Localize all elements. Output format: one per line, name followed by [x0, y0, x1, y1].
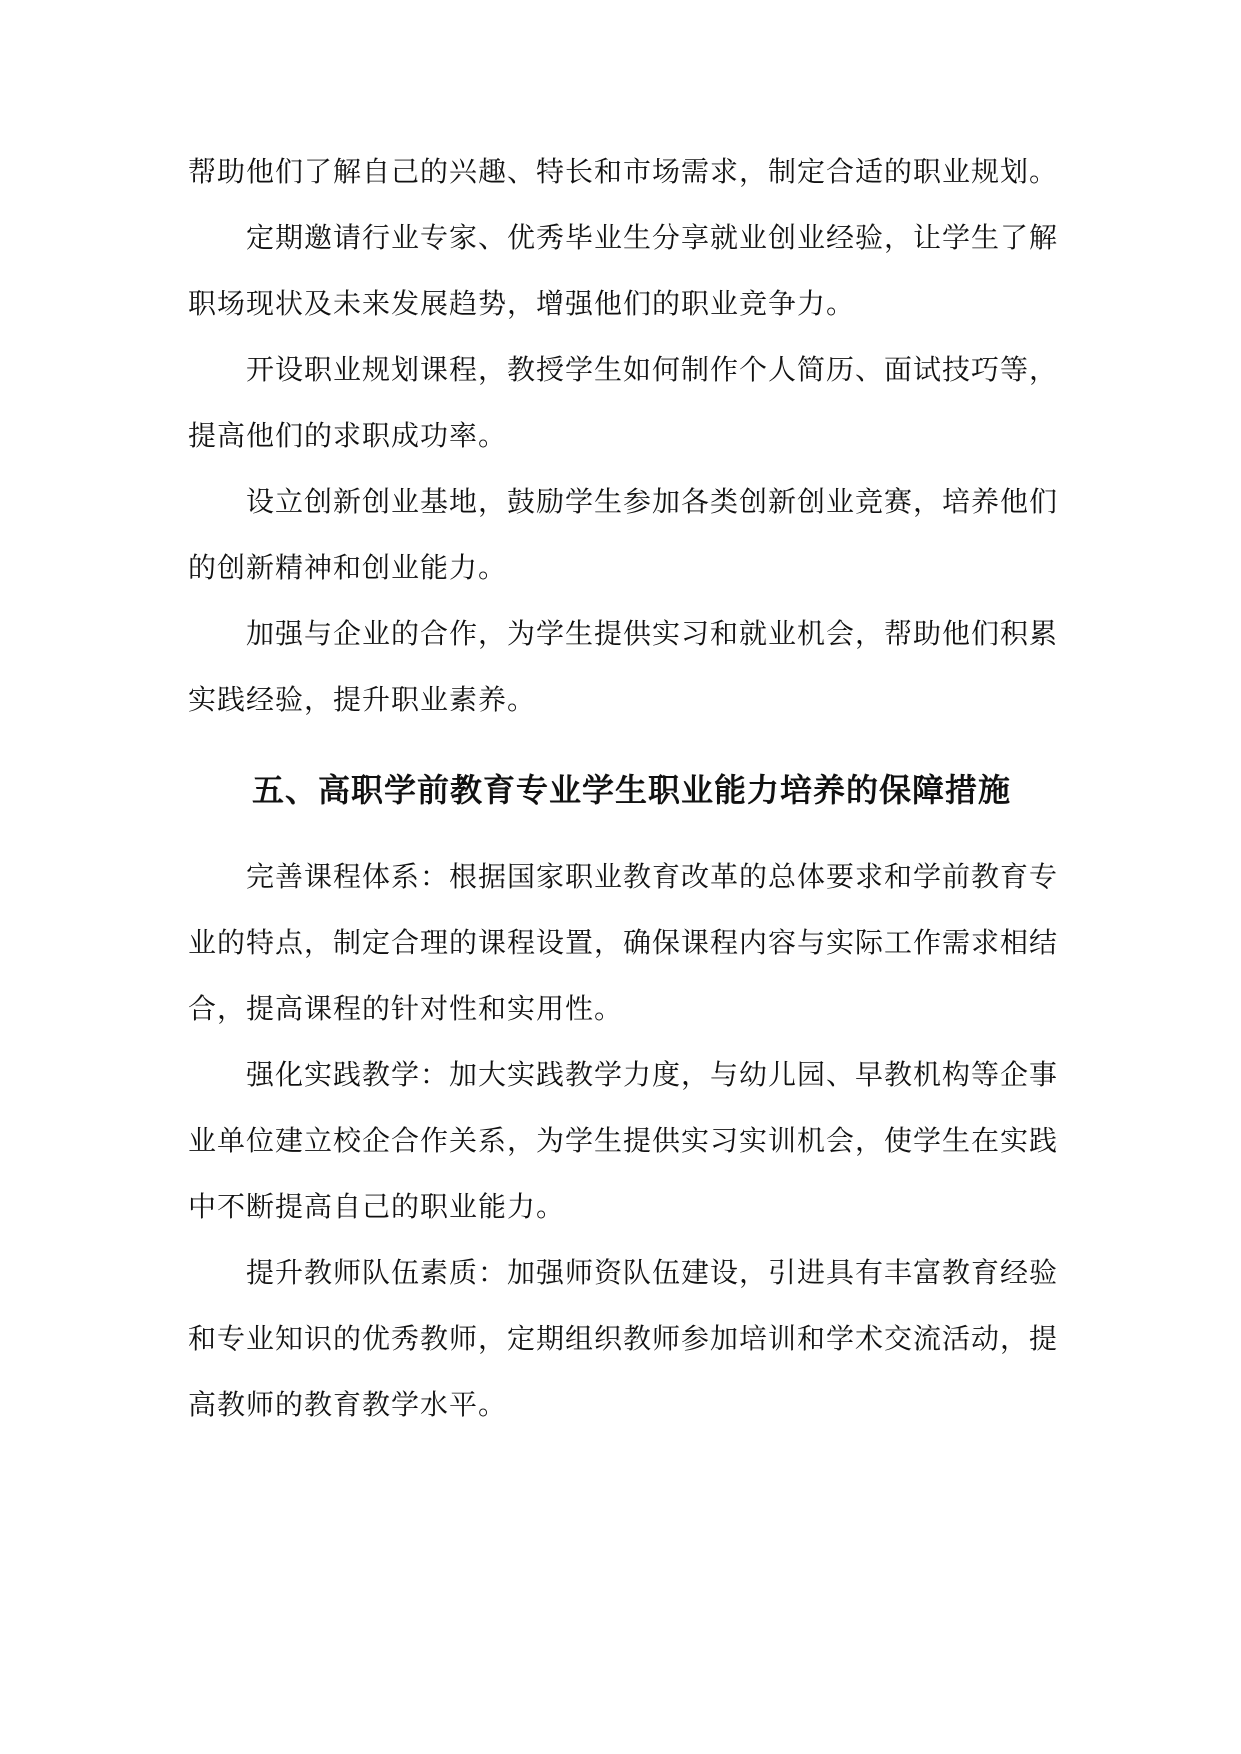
paragraph-line: 设立创新创业基地，鼓励学生参加各类创新创业竞赛，培养他们 [246, 485, 1059, 518]
paragraph-line: 职场现状及未来发展趋势，增强他们的职业竞争力。 [188, 287, 856, 320]
paragraph-line: 提高他们的求职成功率。 [188, 419, 508, 452]
paragraph-line: 实践经验，提升职业素养。 [188, 683, 537, 716]
paragraph-line: 强化实践教学：加大实践教学力度，与幼儿园、早教机构等企事 [246, 1058, 1059, 1091]
paragraph-line: 中不断提高自己的职业能力。 [188, 1190, 566, 1223]
paragraph-line: 和专业知识的优秀教师，定期组织教师参加培训和学术交流活动，提 [188, 1322, 1059, 1355]
paragraph-line: 高教师的教育教学水平。 [188, 1388, 508, 1421]
paragraph-line: 定期邀请行业专家、优秀毕业生分享就业创业经验，让学生了解 [246, 221, 1059, 254]
paragraph-line: 完善课程体系：根据国家职业教育改革的总体要求和学前教育专 [246, 860, 1059, 893]
paragraph-line: 业的特点，制定合理的课程设置，确保课程内容与实际工作需求相结 [188, 926, 1059, 959]
paragraph-line: 加强与企业的合作，为学生提供实习和就业机会，帮助他们积累 [246, 617, 1059, 650]
paragraph-line: 的创新精神和创业能力。 [188, 551, 508, 584]
paragraph-line: 业单位建立校企合作关系，为学生提供实习实训机会，使学生在实践 [188, 1124, 1059, 1157]
paragraph-line: 帮助他们了解自己的兴趣、特长和市场需求，制定合适的职业规划。 [188, 155, 1059, 188]
section-heading: 五、高职学前教育专业学生职业能力培养的保障措施 [252, 771, 1012, 809]
paragraph-line: 提升教师队伍素质：加强师资队伍建设，引进具有丰富教育经验 [246, 1256, 1059, 1289]
paragraph-line: 合，提高课程的针对性和实用性。 [188, 992, 624, 1025]
paragraph-line: 开设职业规划课程，教授学生如何制作个人简历、面试技巧等， [246, 353, 1059, 386]
